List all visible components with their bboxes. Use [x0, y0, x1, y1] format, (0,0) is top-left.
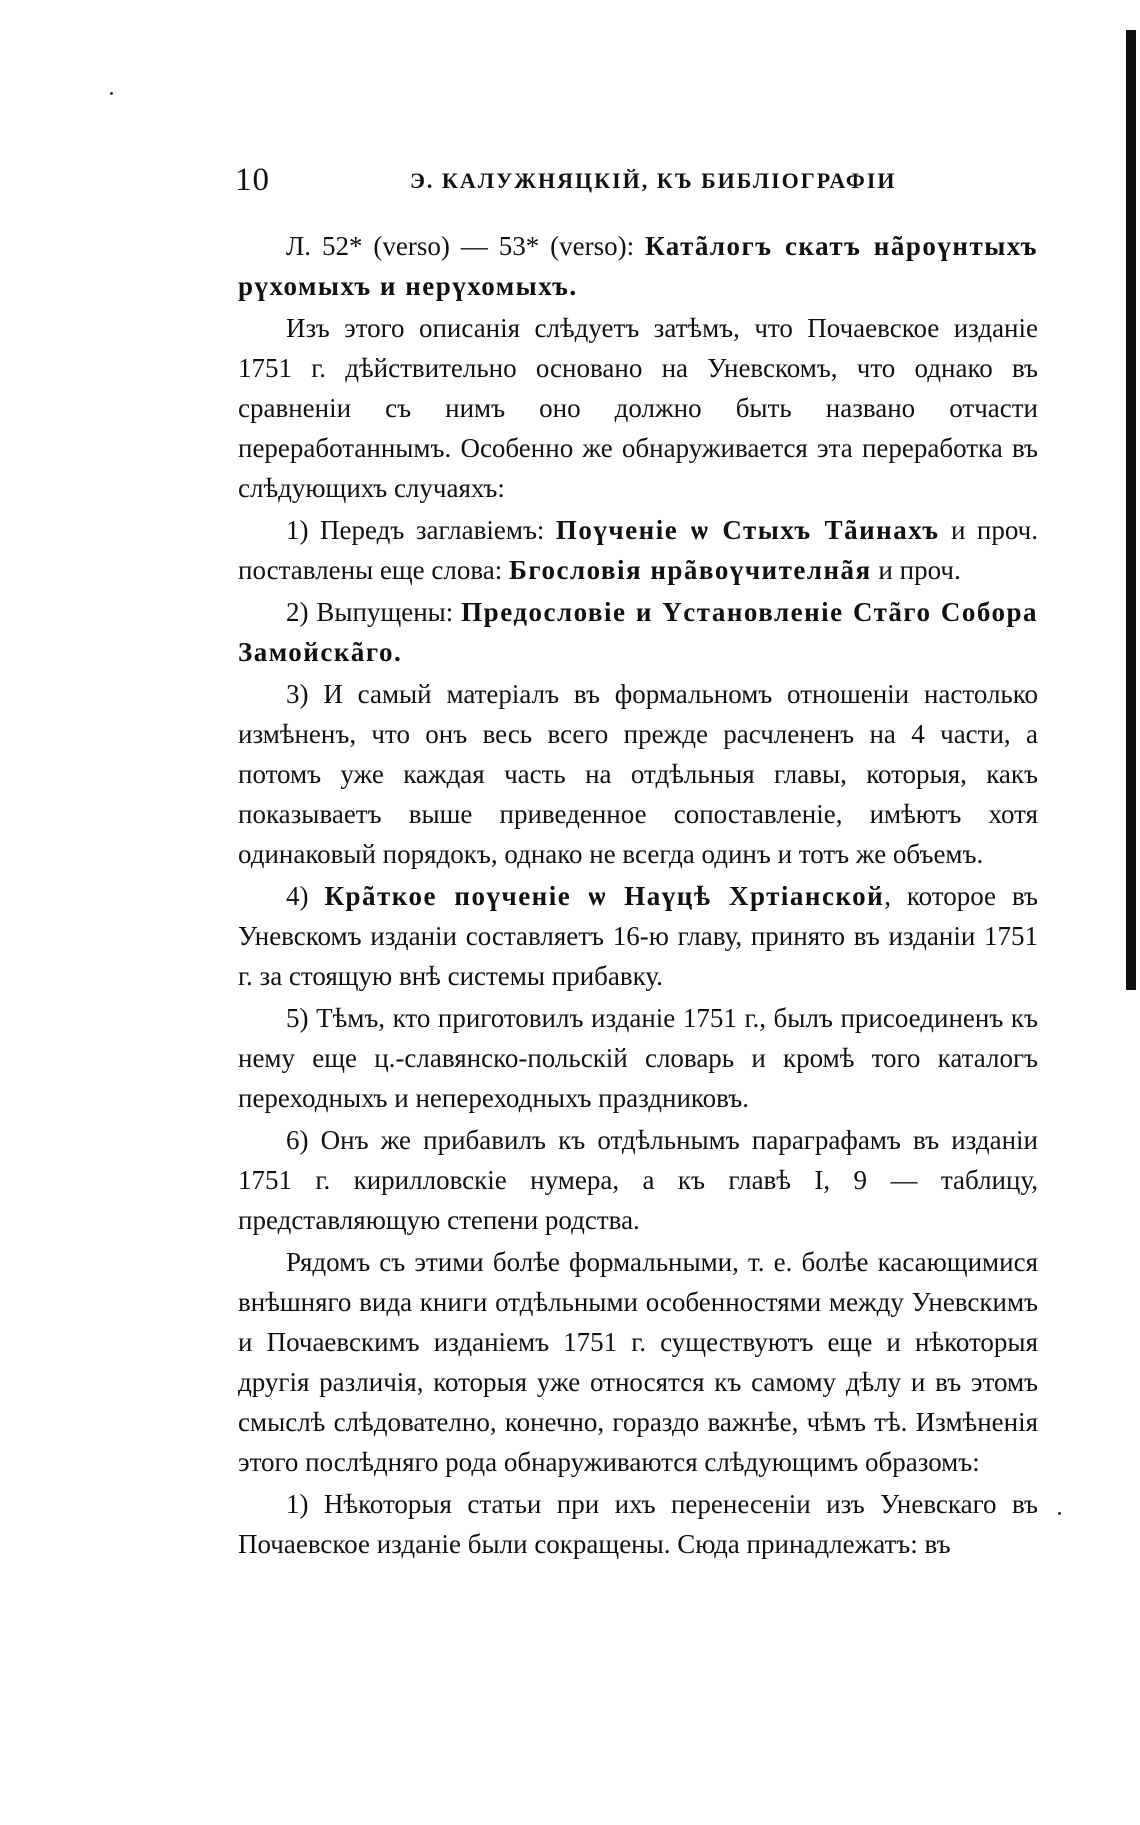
text-run: 6) Онъ же прибавилъ къ отдѣльнымъ параграфамъ въ изданіи 1751 г. кирилловскіе нумера, а къ главѣ I, 9 — таблицу, представляющую степени родства.: [238, 1125, 1038, 1235]
text-run: Л. 52* (verso) — 53* (verso):: [286, 231, 646, 261]
paragraph-item-4: [238, 876, 1038, 996]
church-slavonic-title: Поүченіе ѡ Стыхъ Тãинахъ: [555, 515, 940, 545]
paragraph-catalog: [238, 226, 1038, 306]
church-slavonic-title: Предословіе и Үстановленіе Стãго Собора Замойскãго.: [238, 597, 1038, 667]
paragraph-content-differences: [238, 1242, 1038, 1482]
text-run: 1) Нѣкоторыя статьи при ихъ перенесеніи изъ Уневскаго въ Почаевское изданіе были сокращены. Сюда принадлежатъ: въ: [238, 1489, 1038, 1559]
paragraph-item-5: [238, 998, 1038, 1118]
text-run: 3) И самый матеріалъ въ формальномъ отношеніи настолько измѣненъ, что онъ весь всего прежде расчлененъ на 4 части, а потомъ уже каждая часть на отдѣльныя главы, которыя, какъ показываетъ выше приведенное сопоставленіе, имѣютъ хотя одинаковый порядокъ, однако не всегда одинъ и тотъ же объемъ.: [238, 679, 1038, 869]
text-run: Изъ этого описанія слѣдуетъ затѣмъ, что Почаевское изданіе 1751 г. дѣйствительно основано на Уневскомъ, что однако въ сравненіи съ нимъ оно должно быть названо отчасти переработаннымъ. Особенно же обнаруживается эта переработка въ слѣдующихъ случаяхъ:: [238, 313, 1038, 503]
text-run: и проч. поставлены еще слова:: [238, 515, 1038, 585]
church-slavonic-title: Бгословія нрãвоүчителнãя: [509, 555, 872, 585]
page-body: [238, 226, 1038, 1564]
paragraph-item-3: [238, 674, 1038, 874]
scan-edge-bar: [1126, 30, 1136, 990]
text-run: 5) Тѣмъ, кто приготовилъ изданіе 1751 г., былъ присоединенъ къ нему еще ц.-славянско-польскій словарь и кромѣ того каталогъ переходныхъ и непереходныхъ праздниковъ.: [238, 1003, 1038, 1113]
text-run: Рядомъ съ этими болѣе формальными, т. е. болѣе касающимися внѣшняго вида книги отдѣльными особенностями между Уневскимъ и Почаевскимъ изданіемъ 1751 г. существуютъ еще и нѣкоторыя другія различія, которыя уже относятся къ самому дѣлу и въ этомъ смыслѣ слѣдователно, конечно, гораздо важнѣе, чѣмъ тѣ. Измѣненія этого послѣдняго рода обнаруживаются слѣдующимъ образомъ:: [238, 1247, 1038, 1477]
paragraph-intro: [238, 308, 1038, 508]
text-run: и проч.: [871, 555, 961, 585]
text-run: , которое въ Уневскомъ изданіи составляетъ 16-ю главу, принято въ изданіи 1751 г. за стоящую внѣ системы прибавку.: [238, 881, 1038, 991]
scan-speck: [110, 92, 113, 95]
text-run: 4): [286, 881, 325, 911]
paragraph-item-6: [238, 1120, 1038, 1240]
page-number: 10: [235, 162, 270, 198]
paragraph-item-1: [238, 510, 1038, 590]
scan-speck: [1058, 1512, 1061, 1515]
church-slavonic-title: Катãлогъ скатъ нãроүнтыхъ рүхомыхъ и нерүхомыхъ.: [238, 231, 1038, 301]
running-title: Э. КАЛУЖНЯЦКІЙ, КЪ БИБЛІОГРАФІИ: [410, 168, 897, 193]
paragraph-content-item-1: [238, 1484, 1038, 1564]
text-run: 2) Выпущены:: [286, 597, 462, 627]
paragraph-item-2: [238, 592, 1038, 672]
text-run: 1) Передъ заглавіемъ:: [286, 515, 556, 545]
church-slavonic-title: Крãткое поүченіе ѡ Наүцѣ Хртіанской: [324, 881, 885, 911]
